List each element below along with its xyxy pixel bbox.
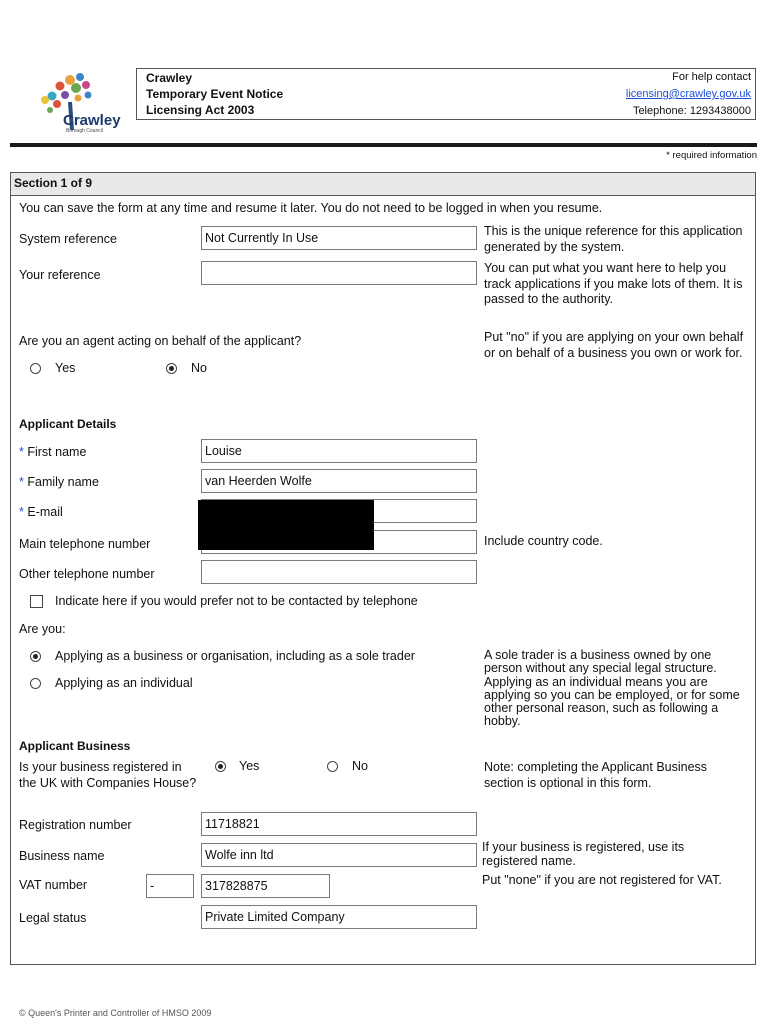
- applicant-business-heading: Applicant Business: [19, 739, 131, 753]
- system-reference-field[interactable]: Not Currently In Use: [201, 226, 477, 250]
- registered-yes-radio[interactable]: [215, 761, 226, 772]
- form-title: Temporary Event Notice: [146, 87, 284, 101]
- legal-status-label: Legal status: [19, 911, 87, 925]
- business-name-label: Business name: [19, 849, 105, 863]
- vat-label: VAT number: [19, 878, 88, 892]
- header-box: [136, 68, 756, 120]
- registered-no-label: No: [352, 759, 368, 773]
- footer-copyright: © Queen's Printer and Controller of HMSO 2009: [19, 1008, 212, 1018]
- registered-help: Note: completing the Applicant Business section is optional in this form.: [484, 760, 708, 790]
- required-asterisk: *: [19, 505, 24, 519]
- agent-question: Are you an agent acting on behalf of the applicant?: [19, 334, 302, 348]
- your-reference-field[interactable]: [201, 261, 477, 285]
- agent-no-radio[interactable]: [166, 363, 177, 374]
- help-email-link[interactable]: licensing@crawley.gov.uk: [625, 88, 751, 100]
- section-header: [11, 173, 755, 196]
- help-contact-label: For help contact: [672, 71, 751, 83]
- first-name-field[interactable]: Louise: [201, 439, 477, 463]
- agent-yes-radio[interactable]: [30, 363, 41, 374]
- are-you-label: Are you:: [19, 622, 66, 636]
- act-name: Licensing Act 2003: [146, 103, 255, 117]
- individual-applicant-label: Applying as an individual: [55, 676, 193, 690]
- required-asterisk: *: [19, 475, 24, 489]
- registered-yes-label: Yes: [239, 759, 260, 773]
- business-applicant-label: Applying as a business or organisation, including as a sole trader: [55, 649, 415, 663]
- your-reference-label: Your reference: [19, 268, 101, 282]
- main-phone-label: Main telephone number: [19, 537, 151, 551]
- registration-number-field[interactable]: 11718821: [201, 812, 477, 836]
- required-note: * required information: [666, 150, 757, 161]
- registration-number-label: Registration number: [19, 818, 132, 832]
- main-phone-help: Include country code.: [484, 534, 603, 548]
- required-asterisk: *: [19, 445, 24, 459]
- logo-subtext: Borough Council: [66, 128, 103, 134]
- redaction-block: [198, 500, 374, 550]
- vat-help: Put "none" if you are not registered for VAT.: [482, 873, 722, 887]
- vat-prefix-field[interactable]: -: [146, 874, 194, 898]
- legal-status-field[interactable]: Private Limited Company: [201, 905, 477, 929]
- header-rule: [10, 143, 757, 147]
- section-title: Section 1 of 9: [14, 176, 93, 190]
- system-reference-help: This is the unique reference for this application generated by the system.: [484, 224, 743, 254]
- family-name-label: * Family name: [19, 475, 99, 489]
- applicant-details-heading: Applicant Details: [19, 417, 117, 431]
- section-intro: You can save the form at any time and resume it later. You do not need to be logged in when you resume.: [19, 201, 603, 215]
- agent-help: Put "no" if you are applying on your own behalf or on behalf of a business you own or work for.: [484, 330, 744, 360]
- family-name-field[interactable]: van Heerden Wolfe: [201, 469, 477, 493]
- system-reference-label: System reference: [19, 232, 117, 246]
- other-phone-field[interactable]: [201, 560, 477, 584]
- are-you-help: A sole trader is a business owned by one person without any special legal structure. Applying as an individual means you are applying so you can be employed, or for some other personal reason, such as following a hobby.: [484, 648, 740, 729]
- council-logo: [30, 68, 125, 138]
- agent-no-label: No: [191, 361, 207, 375]
- individual-applicant-radio[interactable]: [30, 678, 41, 689]
- registered-question: Is your business registered in the UK with Companies House?: [19, 760, 197, 790]
- no-phone-contact-checkbox[interactable]: [30, 595, 43, 608]
- other-phone-label: Other telephone number: [19, 567, 155, 581]
- business-name-field[interactable]: Wolfe inn ltd: [201, 843, 477, 867]
- help-phone: Telephone: 1293438000: [632, 105, 751, 117]
- no-phone-contact-label: Indicate here if you would prefer not to be contacted by telephone: [55, 594, 418, 608]
- first-name-label: * First name: [19, 445, 87, 459]
- vat-number-field[interactable]: 317828875: [201, 874, 330, 898]
- agent-yes-label: Yes: [55, 361, 76, 375]
- your-reference-help: You can put what you want here to help you track applications if you make lots of them. It is passed to the authority.: [484, 261, 743, 306]
- email-label: * E-mail: [19, 505, 63, 519]
- logo-wordmark: Crawley: [63, 112, 121, 129]
- registered-no-radio[interactable]: [327, 761, 338, 772]
- council-name: Crawley: [146, 71, 193, 85]
- business-name-help: If your business is registered, use its registered name.: [482, 840, 685, 868]
- business-applicant-radio[interactable]: [30, 651, 41, 662]
